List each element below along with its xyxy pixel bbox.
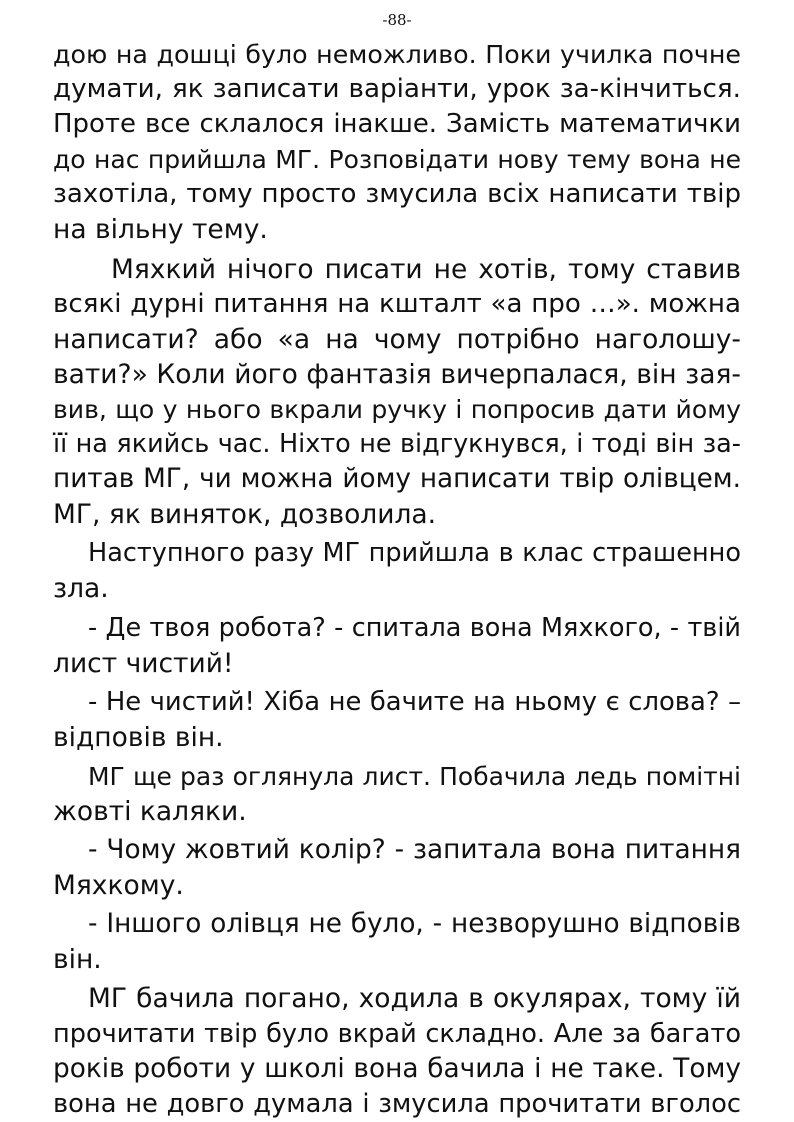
text-line: Мяхкому. xyxy=(53,870,184,902)
text-line: - Не чистий! Хіба не бачите на ньому є слова? – xyxy=(88,686,741,717)
text-line: питав МГ, чи можна йому написати твір олівцем. xyxy=(53,464,741,495)
text-line: Мяхкий нічого писати не хотів, тому ставив xyxy=(111,253,741,285)
text-line: МГ, як виняток, дозволила. xyxy=(53,499,437,531)
text-line: на вільну тему. xyxy=(53,214,268,246)
text-line: прочитати твір було вкрай складно. Але за багато xyxy=(53,1018,741,1049)
text-line: написати? або «а на чому потрібно наголошу- xyxy=(53,323,741,355)
text-line: лист чистий! xyxy=(53,647,234,679)
body-text xyxy=(53,37,741,1122)
text-line: думати, як записати варіанти, урок за-кінчиться. xyxy=(53,74,741,105)
text-line: її на якийсь час. Ніхто не відгукнувся, і тоді він за- xyxy=(53,429,741,460)
text-line: до нас прийшла МГ. Розповідати нову тему вона не xyxy=(53,145,741,175)
page-number: -88- xyxy=(382,11,412,29)
text-line: років роботи у школі вона бачила і не таке. Тому xyxy=(53,1053,741,1084)
text-line: відповів він. xyxy=(53,721,224,753)
text-line: всякі дурні питання на кшталт «а про …». можна xyxy=(53,288,741,319)
text-line: жовті каляки. xyxy=(53,795,247,827)
text-line: він. xyxy=(53,944,102,976)
text-line: - Іншого олівця не було, - незворушно відповів xyxy=(88,909,741,940)
text-line: Наступного разу МГ прийшла в клас страшенно xyxy=(88,538,741,569)
text-line: вона не довго думала і змусила прочитати вголос xyxy=(53,1088,741,1119)
text-line: захотіла, тому просто змусила всіх написати твір xyxy=(53,179,741,210)
text-line: зла. xyxy=(53,573,109,605)
text-line: МГ ще раз оглянула лист. Побачила ледь помітні xyxy=(88,761,741,791)
text-line: дою на дошці було неможливо. Поки училка почне xyxy=(53,40,741,69)
text-line: Проте все склалося інакше. Замість математички xyxy=(53,109,741,140)
text-line: - Чому жовтий колір? - запитала вона питання xyxy=(88,835,741,866)
text-line: вив, що у нього вкрали ручку і попросив дати йому xyxy=(53,394,741,424)
text-line: - Де твоя робота? - спитала вона Мяхкого, - твій xyxy=(88,612,741,643)
text-line: вати?» Коли його фантазія вичерпалася, він зая- xyxy=(53,358,741,390)
text-line: МГ бачила погано, ходила в окулярах, тому їй xyxy=(88,983,741,1015)
